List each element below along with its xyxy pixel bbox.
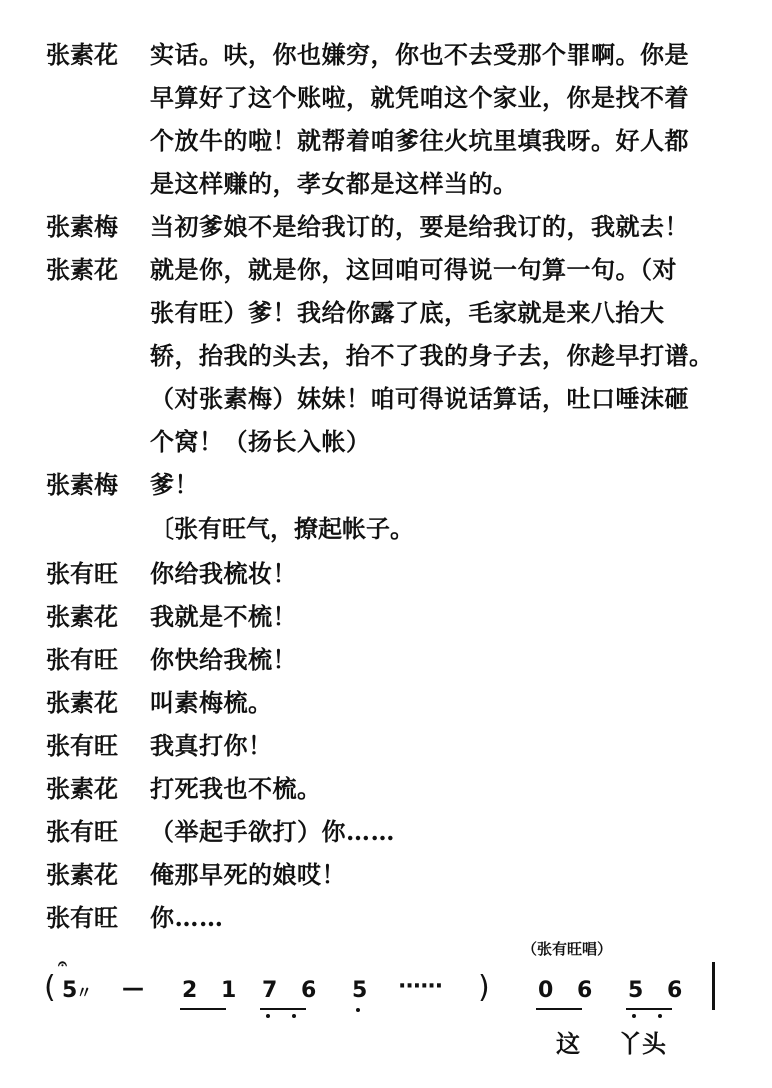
tremolo-mark: 〃	[76, 983, 93, 1002]
dialogue-line	[0, 40, 772, 83]
dialogue-line	[0, 384, 772, 427]
speaker-name: 张素梅	[46, 470, 118, 499]
beam-underline	[536, 1008, 582, 1010]
speaker-name: 张素花	[46, 688, 118, 717]
note-group: 2 1	[182, 978, 245, 1003]
dialogue-text: 我真打你！	[150, 731, 273, 760]
dialogue-line	[0, 427, 772, 470]
speaker-name: 张素花	[46, 774, 118, 803]
dialogue-text: 个放牛的啦！就帮着咱爹往火坑里填我呀。好人都	[150, 126, 689, 155]
low-octave-dot	[658, 1014, 662, 1018]
dialogue-text: 我就是不梳！	[150, 602, 297, 631]
dialogue-text: 早算好了这个账啦，就凭咱这个家业，你是找不着	[150, 83, 689, 112]
speaker-name: 张素花	[46, 860, 118, 889]
beam-underline	[180, 1008, 226, 1010]
note-group: 5 6	[628, 978, 691, 1003]
dialogue-line	[0, 860, 772, 903]
dialogue-text: 你给我梳妆！	[150, 559, 297, 588]
dialogue-text: （举起手欲打）你……	[150, 817, 395, 846]
singer-note: （张有旺唱）	[522, 940, 613, 958]
dialogue-line	[0, 688, 772, 731]
speaker-name: 张素花	[46, 40, 118, 69]
dialogue-text: 当初爹娘不是给我订的，要是给我订的，我就去！	[150, 212, 689, 241]
speaker-name: 张素梅	[46, 212, 118, 241]
note-group: 0 6	[538, 978, 601, 1003]
dialogue-text: 叫素梅梳。	[150, 688, 273, 717]
dialogue-line	[0, 169, 772, 212]
speaker-name: 张素花	[46, 602, 118, 631]
dialogue-text: 你……	[150, 903, 224, 932]
dialogue-line	[0, 126, 772, 169]
speaker-name: 张有旺	[46, 731, 118, 760]
dialogue-text: 张有旺）爹！我给你露了底，毛家就是来八抬大	[150, 298, 665, 327]
dialogue-text: 打死我也不梳。	[150, 774, 322, 803]
dialogue-line	[0, 470, 772, 513]
dialogue-line	[0, 645, 772, 688]
lyric: 这	[556, 1029, 580, 1058]
close-paren: )	[478, 970, 490, 1005]
dialogue-text: 是这样赚的，孝女都是这样当的。	[150, 169, 518, 198]
fermata-icon: 𝄐	[58, 954, 67, 973]
dialogue-text: 轿，抬我的头去，抬不了我的身子去，你趁早打谱。	[150, 341, 714, 370]
dialogue-text: 实话。呋，你也嫌穷，你也不去受那个罪啊。你是	[150, 40, 689, 69]
speaker-name: 张有旺	[46, 559, 118, 588]
dialogue-line	[0, 731, 772, 774]
dots: ······	[398, 974, 443, 999]
dialogue-line	[0, 255, 772, 298]
dialogue-text: 爹！	[150, 470, 199, 499]
speaker-name: 张有旺	[46, 645, 118, 674]
dialogue-line	[0, 602, 772, 645]
speaker-name: 张有旺	[46, 817, 118, 846]
dialogue-line	[0, 559, 772, 602]
stage-direction	[0, 514, 772, 557]
low-octave-dot	[266, 1014, 270, 1018]
speaker-name: 张素花	[46, 255, 118, 284]
beam-underline	[626, 1008, 672, 1010]
low-octave-dot	[632, 1014, 636, 1018]
note: 5	[352, 978, 368, 1003]
dialogue-text: 你快给我梳！	[150, 645, 297, 674]
dialogue-line	[0, 903, 772, 946]
note-group: 7 6	[262, 978, 325, 1003]
speaker-name: 张有旺	[46, 903, 118, 932]
dialogue-line	[0, 341, 772, 384]
stage-direction-text: 〔张有旺气，撩起帐子。	[150, 514, 414, 543]
dialogue-text: 个窝！（扬长入帐）	[150, 427, 371, 456]
bar-line	[712, 962, 715, 1010]
dialogue-line	[0, 83, 772, 126]
dialogue-line	[0, 817, 772, 860]
music-notation	[0, 940, 772, 1088]
dash: —	[122, 976, 144, 1001]
dialogue-line	[0, 774, 772, 817]
open-paren: (	[44, 970, 56, 1005]
low-octave-dot	[292, 1014, 296, 1018]
dialogue-text: 俺那早死的娘哎！	[150, 860, 346, 889]
note: 5	[62, 978, 78, 1003]
dialogue-text: 就是你，就是你，这回咱可得说一句算一句。（对	[150, 255, 677, 284]
lyric: 丫头	[618, 1029, 666, 1058]
dialogue-line	[0, 212, 772, 255]
dialogue-text: （对张素梅）妹妹！咱可得说话算话，吐口唾沫砸	[150, 384, 689, 413]
low-octave-dot	[356, 1008, 360, 1012]
dialogue-line	[0, 298, 772, 341]
beam-underline	[260, 1008, 306, 1010]
